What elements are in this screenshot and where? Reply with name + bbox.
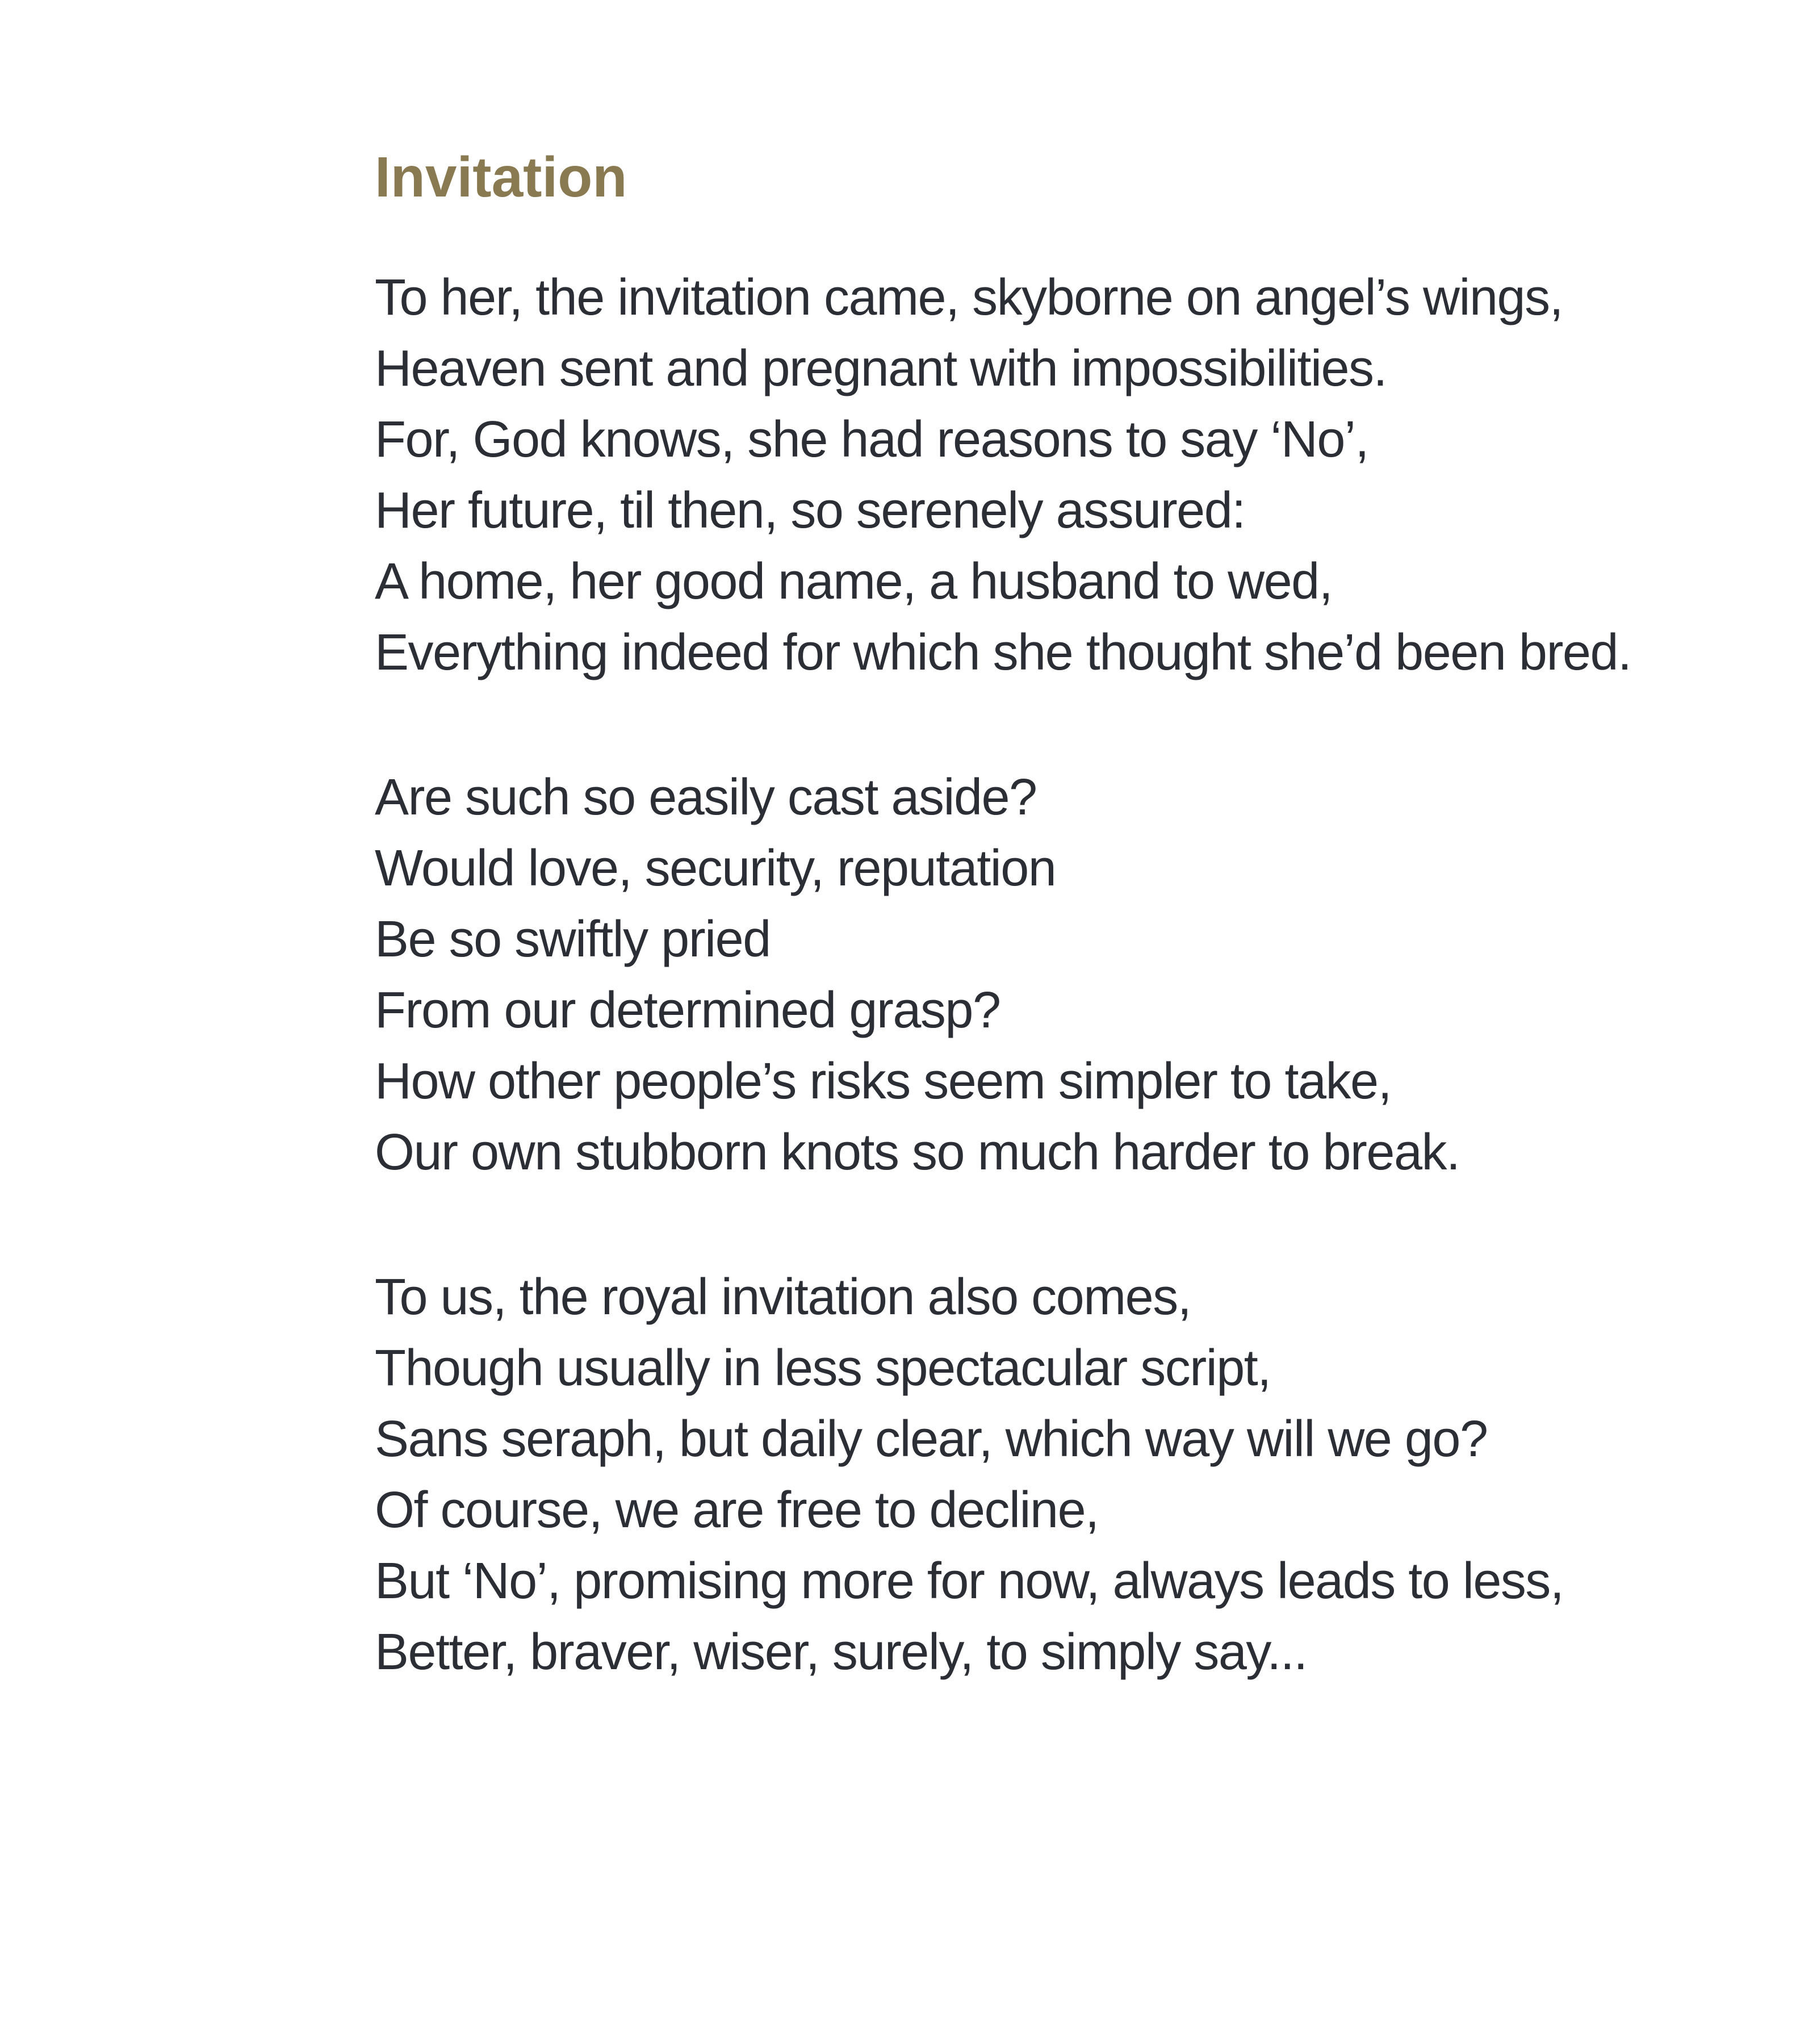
poem-line: Everything indeed for which she thought she’d been bred. (375, 624, 1631, 681)
poem-line: To her, the invitation came, skyborne on angel’s wings, (375, 269, 1563, 326)
poem-line: From our determined grasp? (375, 982, 1000, 1039)
poem-line: Sans seraph, but daily clear, which way will we go? (375, 1411, 1488, 1468)
poem-line: How other people’s risks seem simpler to take, (375, 1053, 1392, 1110)
poem-line: Her future, til then, so serenely assured: (375, 482, 1245, 539)
poem-title: Invitation (375, 145, 627, 209)
poem-stanza-1 (375, 262, 1681, 688)
poem-line: Of course, we are free to decline, (375, 1482, 1099, 1539)
poem-stanza-3 (375, 1262, 1681, 1688)
poem-line: For, God knows, she had reasons to say ‘No’, (375, 411, 1368, 468)
poem-line: Would love, security, reputation (375, 840, 1056, 897)
poem-line: Though usually in less spectacular script, (375, 1340, 1271, 1397)
poem-stanza-2 (375, 762, 1681, 1188)
poem-line: Better, braver, wiser, surely, to simply say... (375, 1624, 1307, 1681)
poem-body (375, 145, 1681, 1762)
poem-line: To us, the royal invitation also comes, (375, 1269, 1191, 1326)
poem-line: But ‘No’, promising more for now, always leads to less, (375, 1553, 1564, 1610)
poem-line: Heaven sent and pregnant with impossibilities. (375, 340, 1387, 397)
poem-line: Our own stubborn knots so much harder to break. (375, 1124, 1460, 1181)
poem-line: Are such so easily cast aside? (375, 769, 1037, 826)
poem-line: A home, her good name, a husband to wed, (375, 553, 1333, 610)
poem-line: Be so swiftly pried (375, 911, 771, 968)
